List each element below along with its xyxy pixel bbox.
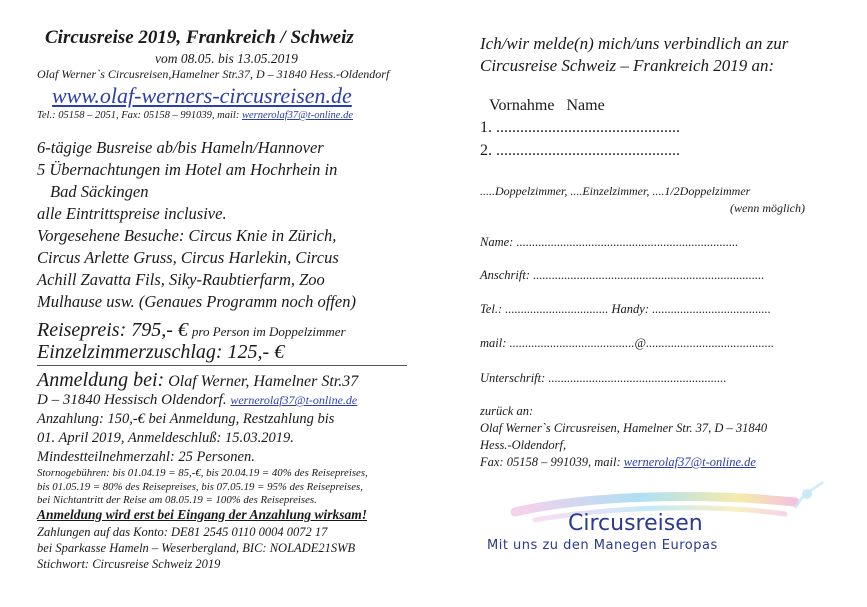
anmeldung-label: Anmeldung bei: (37, 369, 165, 391)
min-participants: Mindestteilnehmerzahl: 25 Personen. (37, 449, 255, 465)
return-fax: Fax: 05158 – 991039, mail: (480, 455, 621, 469)
mail-field[interactable]: mail: ........................................@......................................... (480, 336, 775, 350)
storno-line: Stornogebühren: bis 01.04.19 = 85,-€, bis 20.04.19 = 40% des Reisepreises, (37, 467, 368, 479)
return-line-3 (480, 455, 756, 470)
signature-field[interactable]: Unterschrift: ......................................................... (480, 371, 727, 385)
return-line-2: Hess.-Oldendorf, (480, 438, 567, 452)
program-line: Bad Säckingen (50, 182, 149, 201)
contact-email-link[interactable]: wernerolaf37@t-online.de (241, 110, 353, 121)
anmeldung-email-link[interactable]: wernerolaf37@t-online.de (230, 393, 358, 407)
bank-line: Stichwort: Circusreise Schweiz 2019 (37, 557, 221, 571)
names-header: Vornahme Name (489, 97, 605, 114)
return-label: zurück an: (480, 404, 534, 418)
price-note: pro Person im Doppelzimmer (191, 324, 346, 339)
participant-line-1[interactable]: 1. .............................................. (480, 119, 680, 136)
valid-note: Anmeldung wird erst bei Eingang der Anzahlung wirksam! (37, 507, 367, 522)
program-block (37, 137, 356, 313)
anmeldung-city-line (37, 392, 357, 409)
room-options-note: (wenn möglich) (730, 201, 805, 215)
form-heading-2: Circusreise Schweiz – Frankreich 2019 an: (480, 56, 775, 75)
contact-line (37, 110, 353, 121)
program-line: 6-tägige Busreise ab/bis Hameln/Hannover (37, 138, 324, 157)
price-line (37, 319, 346, 342)
anmeldung-line (37, 369, 358, 392)
return-email-link[interactable]: wernerolaf37@t-online.de (623, 455, 756, 469)
single-supplement: Einzelzimmerzuschlag: 125,- € (37, 341, 285, 363)
logo-tagline: Mit uns zu den Manegen Europas (487, 538, 718, 553)
trip-title: Circusreise 2019, Frankreich / Schweiz (45, 27, 354, 48)
room-options[interactable]: .....Doppelzimmer, ....Einzelzimmer, ....1/2Doppelzimmer (480, 184, 751, 198)
storno-line: bis 01.05.19 = 80% des Reisepreises, bis 07.05.19 = 95% des Reisepreises, (37, 480, 363, 493)
storno-block (37, 467, 368, 508)
program-line: Vorgesehene Besuche: Circus Knie in Zürich, (37, 226, 337, 245)
form-heading-1: Ich/wir melde(n) mich/uns verbindlich an zur (480, 34, 789, 53)
name-field[interactable]: Name: ....................................................................... (480, 235, 739, 249)
organizer-address: Olaf Werner`s Circusreisen,Hamelner Str.37, D – 31840 Hess.-Oldendorf (37, 67, 390, 81)
program-line: Mulhause usw. (Genaues Programm noch offen) (37, 292, 356, 311)
program-line: alle Eintrittspreise inclusive. (37, 204, 227, 223)
program-line: Circus Arlette Gruss, Circus Harlekin, Circus (37, 248, 339, 267)
bank-line: Zahlungen auf das Konto: DE81 2545 0110 0004 0072 17 (37, 525, 328, 539)
anmeldung-name: Olaf Werner, Hamelner Str.37 (168, 373, 359, 390)
payment-line-2: 01. April 2019, Anmeldeschluß: 15.03.2019. (37, 430, 294, 446)
logo-title: Circusreisen (568, 511, 703, 536)
storno-line: bei Nichtantritt der Reise am 08.05.19 = 100% des Reisepreises. (37, 494, 317, 506)
participant-line-2[interactable]: 2. .............................................. (480, 142, 680, 159)
bank-line: bei Sparkasse Hameln – Weserbergland, BIC: NOLADE21SWB (37, 541, 356, 555)
program-line: 5 Übernachtungen im Hotel am Hochrhein in (37, 160, 338, 179)
payment-line-1: Anzahlung: 150,-€ bei Anmeldung, Restzahlung bis (37, 411, 335, 427)
anmeldung-city: D – 31840 Hessisch Oldendorf. (37, 392, 227, 408)
address-field[interactable]: Anschrift: .......................................................................... (480, 268, 765, 282)
website-link[interactable]: www.olaf-werners-circusreisen.de (52, 83, 352, 108)
trip-dates: vom 08.05. bis 13.05.2019 (155, 51, 298, 66)
bank-block (37, 524, 355, 572)
price-label: Reisepreis: 795,- € (37, 319, 188, 341)
return-line-1: Olaf Werner`s Circusreisen, Hamelner Str. 37, D – 31840 (480, 421, 768, 435)
circusreisen-logo (487, 478, 835, 558)
divider (37, 365, 407, 366)
phone-field[interactable]: Tel.: ................................. Handy: ...................................... (480, 302, 771, 316)
program-line: Achill Zavatta Fils, Siky-Raubtierfarm, Zoo (37, 270, 325, 289)
contact-prefix: Tel.: 05158 – 2051, Fax: 05158 – 991039, mail: (37, 110, 240, 121)
